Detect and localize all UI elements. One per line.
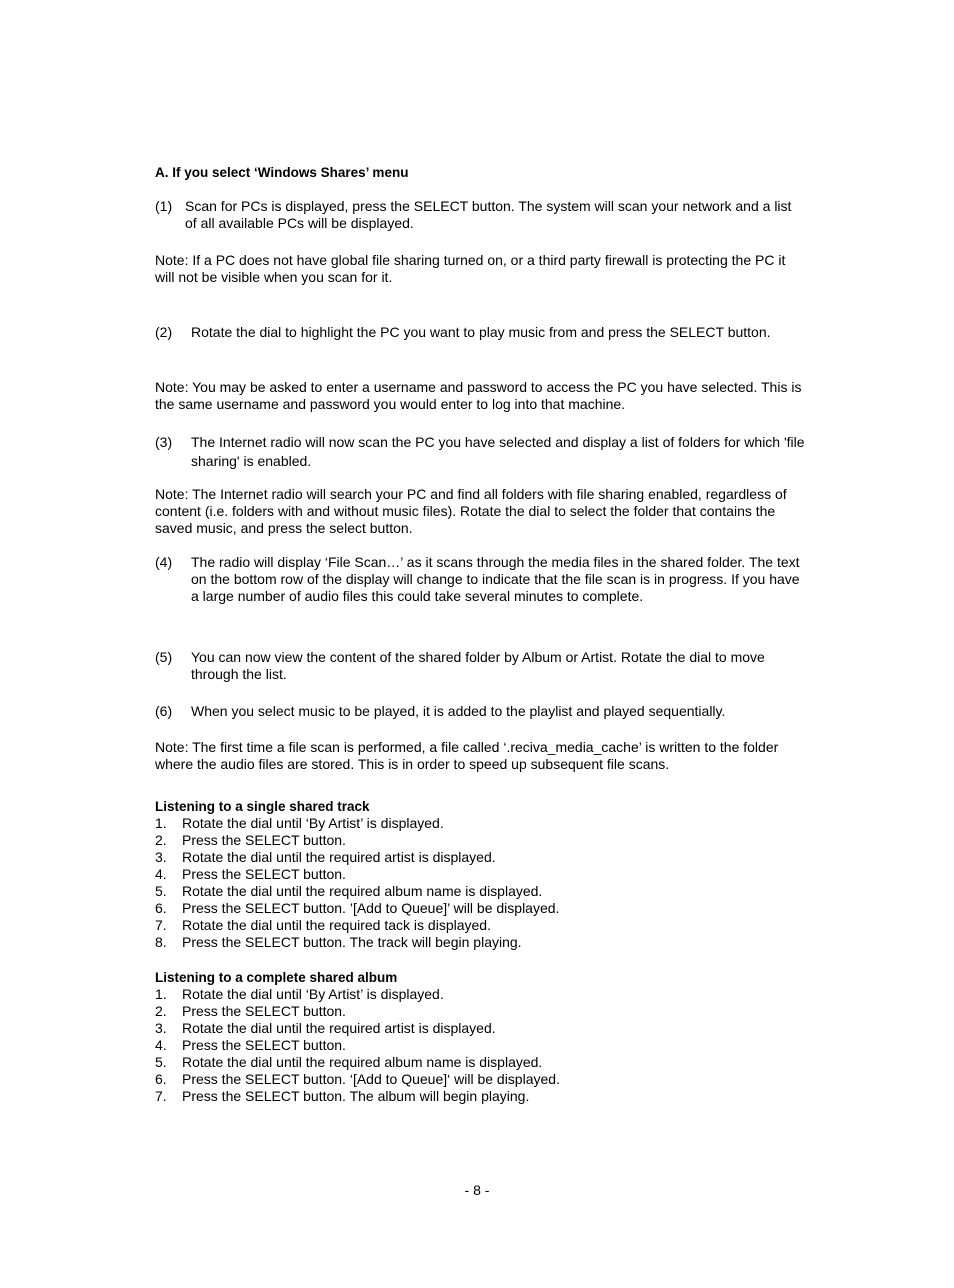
step-text: When you select music to be played, it is added to the playlist and played sequentially. bbox=[191, 703, 726, 719]
list-item: 2. Press the SELECT button. bbox=[155, 832, 346, 848]
step-number: (3) bbox=[155, 434, 173, 450]
list-item: 3. Rotate the dial until the required artist is displayed. bbox=[155, 849, 496, 865]
complete-album-heading: Listening to a complete shared album bbox=[155, 970, 398, 985]
step-2 bbox=[155, 324, 805, 341]
step-number: (4) bbox=[155, 554, 173, 570]
section-heading: A. If you select ‘Windows Shares’ menu bbox=[155, 165, 409, 180]
step-text: The Internet radio will now scan the PC you have selected and display a list of folders for which 'file sharing' is enabled. bbox=[191, 434, 805, 469]
list-item: 1. Rotate the dial until ‘By Artist’ is displayed. bbox=[155, 815, 444, 831]
step-text: Scan for PCs is displayed, press the SELECT button. The system will scan your network and a list of all available PCs will be displayed. bbox=[185, 198, 792, 231]
step-1 bbox=[155, 198, 805, 232]
note-folders: Note: The Internet radio will search your PC and find all folders with file sharing enabled, regardless of content (i.e. folders with and without music files). Rotate the dial to select the folder that contains the saved music, and press the select button. bbox=[155, 486, 787, 536]
step-number: (1) bbox=[155, 198, 173, 214]
list-item: 4. Press the SELECT button. bbox=[155, 1037, 346, 1053]
list-item: 7. Press the SELECT button. The album will begin playing. bbox=[155, 1088, 530, 1104]
single-track-heading: Listening to a single shared track bbox=[155, 799, 370, 814]
list-item: 6. Press the SELECT button. ‘[Add to Queue]‘ will be displayed. bbox=[155, 1071, 560, 1087]
step-5 bbox=[155, 649, 805, 683]
list-item: 7. Rotate the dial until the required tack is displayed. bbox=[155, 917, 491, 933]
step-number: (6) bbox=[155, 703, 173, 719]
complete-album-list bbox=[155, 986, 805, 1105]
step-text: You can now view the content of the shared folder by Album or Artist. Rotate the dial to move through the list. bbox=[191, 649, 765, 682]
step-number: (2) bbox=[155, 324, 173, 340]
list-item: 6. Press the SELECT button. ’[Add to Queue]’ will be displayed. bbox=[155, 900, 560, 916]
single-track-list bbox=[155, 815, 805, 951]
list-item: 4. Press the SELECT button. bbox=[155, 866, 346, 882]
list-item: 5. Rotate the dial until the required album name is displayed. bbox=[155, 1054, 543, 1070]
step-3 bbox=[155, 433, 805, 471]
list-item: 8. Press the SELECT button. The track will begin playing. bbox=[155, 934, 522, 950]
note-cache: Note: The first time a file scan is performed, a file called ‘.reciva_media_cache’ is written to the folder where the audio files are stored. This is in order to speed up subsequent file scans. bbox=[155, 739, 779, 772]
list-item: 3. Rotate the dial until the required artist is displayed. bbox=[155, 1020, 496, 1036]
step-text: The radio will display ‘File Scan…’ as it scans through the media files in the shared folder. The text on the bottom row of the display will change to indicate that the file scan is in progress. If you have a large number of audio files this could take several minutes to complete. bbox=[191, 554, 800, 604]
list-item: 2. Press the SELECT button. bbox=[155, 1003, 346, 1019]
note-credentials: Note: You may be asked to enter a username and password to access the PC you have selected. This is the same username and password you would enter to log into that machine. bbox=[155, 379, 802, 412]
list-item: 1. Rotate the dial until ‘By Artist’ is displayed. bbox=[155, 986, 444, 1002]
step-number: (5) bbox=[155, 649, 173, 665]
step-6 bbox=[155, 703, 805, 720]
list-item: 5. Rotate the dial until the required album name is displayed. bbox=[155, 883, 543, 899]
page-number: - 8 - bbox=[464, 1182, 490, 1198]
note-firewall: Note: If a PC does not have global file sharing turned on, or a third party firewall is protecting the PC it will not be visible when you scan for it. bbox=[155, 252, 786, 285]
step-text: Rotate the dial to highlight the PC you want to play music from and press the SELECT button. bbox=[191, 324, 771, 340]
step-4 bbox=[155, 554, 805, 605]
